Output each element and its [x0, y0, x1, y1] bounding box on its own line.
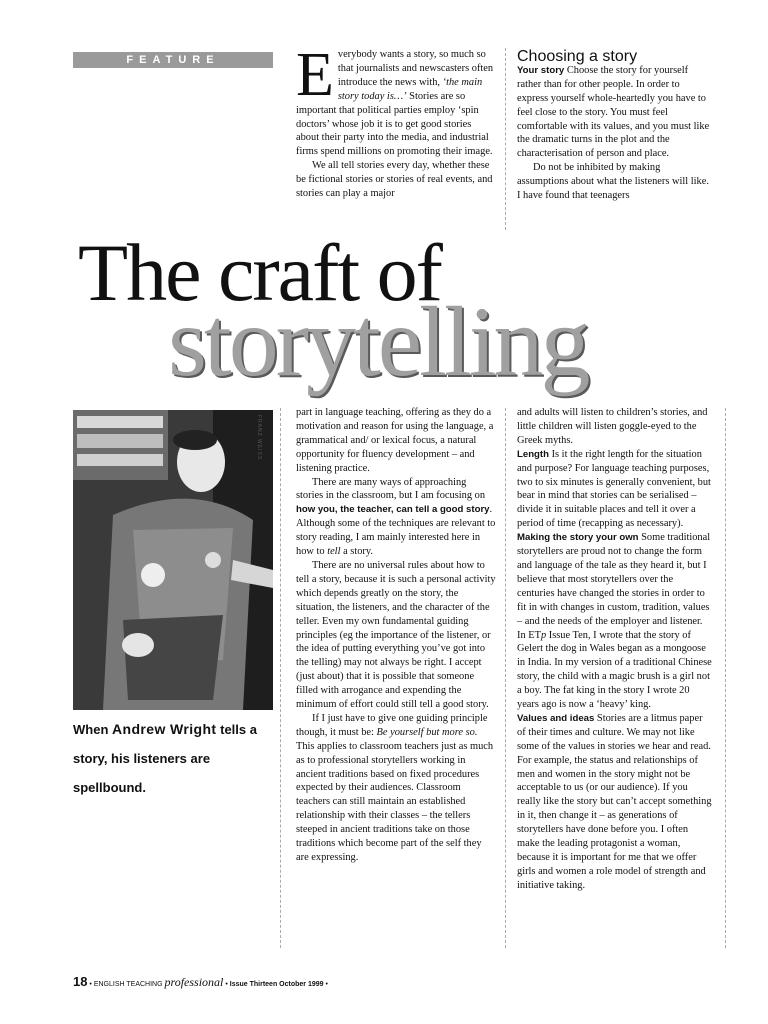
body-paragraph: There are many ways of approaching stories in the classroom, but I am focusing on how you, the teacher, can tell a good story. Although some of the techniques are relevant to story reading, I am mainly interested here in how to tell a story.	[296, 476, 496, 558]
feature-label: FEATURE	[73, 52, 273, 68]
body-paragraph: part in language teaching, offering as they do a motivation and reason for using the language, a grammatical and/ or lexical focus, a natural opportunity for fluency development – and listening practice.	[296, 407, 494, 474]
magazine-name-italic: professional	[164, 975, 224, 989]
magazine-name: ENGLISH TEACHING	[93, 981, 163, 988]
photo-credit: FRANZ WEISS	[256, 415, 262, 461]
own-paragraph: Making the story your own Some traditional storytellers are proud not to change the form and language of the tale as they heard it, but I believe that most storytellers over the centuries have changed the stories in order to fit in with changes in custom, tradition, values – and the needs of the employer and listener. In ETp Issue Ten, I wrote that the story of Gelert the dog in Wales began as a mongoose in India. In my version of a traditional Chinese story, the child with a magic brush is a girl not a boy. The fat king in the story I wrote 20 years ago is now a ‘heavy’ king.	[517, 532, 712, 711]
body-paragraph: and adults will listen to children’s stories, and little children will listen goggle-eyed to the Greek myths.	[517, 407, 708, 446]
choosing-paragraph-1: Your story Choose the story for yourself rather than for other people. In order to express yourself whole-heartedly you have to feel close to the story. You must feel comfortable with its values, and you must like the dramatic turns in the plot and the characterisation of person and place.	[517, 64, 710, 160]
issue-info: Issue Thirteen October 1999	[229, 981, 324, 988]
photo-illustration	[73, 410, 273, 710]
length-paragraph: Length Is it the right length for the situation and purpose? For language teaching purposes, two to six minutes is generally convenient, but bear in mind that stories can be serialised – divide it in suitable places and tell it over a period of time (recapping as necessary).	[517, 448, 711, 530]
drop-cap: E	[296, 41, 334, 109]
column-divider	[505, 48, 506, 230]
section-heading: Choosing a story	[517, 48, 638, 65]
page-footer: 18 • ENGLISH TEACHING professional • Issue Thirteen October 1999 •	[73, 974, 328, 989]
intro-paragraph-1: Everybody wants a story, so much so that journalists and newscasters often introduce the news with, ‘the main story today is…’ Stories are so important that political parties employ ‘spin doctors’ whose job it is to get good stories about their party into the media, and industrial firms spend millions on promoting their image.	[296, 41, 494, 158]
choosing-column	[517, 50, 713, 203]
author-name: Andrew Wright	[112, 721, 217, 737]
body-paragraph: If I just have to give one guiding principle though, it must be: Be yourself but more so. This applies to classroom teachers just as much as to professional storytellers working in ancient traditions based on fixed procedures expected by their audiences. Classroom teachers can still maintain an established relationship with their classes – the tellers steeped in ancient traditions take on those traditions which become part of the self they are expressing.	[296, 712, 494, 863]
choosing-paragraph-2: Do not be inhibited by making assumptions about what the listeners will like. I have found that teenagers	[517, 162, 709, 202]
column-divider	[725, 408, 726, 948]
intro-paragraph-2: We all tell stories every day, whether these be fictional stories or stories of real events, and stories can play a major	[296, 160, 493, 200]
main-column-right	[517, 406, 713, 893]
column-divider	[505, 408, 506, 948]
main-column-middle	[296, 406, 496, 865]
title-line-1: The craft of	[78, 227, 441, 318]
values-paragraph: Values and ideas Stories are a litmus paper of their times and culture. We may not like some of the values in stories we hear and read. For example, the status and relationships of men and women in the story might not be acceptable to us (or our audience). If you really like the story but can’t accept something in it, then change it – as generations of storytellers have done before you. I often make the leading protagonist a woman, because it is important for me that we offer girls and women a role model of strength and initiative taking.	[517, 712, 712, 891]
photo-caption: When Andrew Wright tells a story, his listeners are spellbound.	[73, 721, 257, 795]
page-number: 18	[73, 974, 88, 989]
storyteller-photo	[73, 410, 273, 710]
intro-column	[296, 41, 496, 201]
column-divider	[280, 408, 281, 948]
body-paragraph: There are no universal rules about how to tell a story, because it is such a personal activity which depends greatly on the story, the situation, the listeners, and the character of the teller. Even my own fundamental guiding principles (eg the importance of the listener, or the idea of putting everything you’ve got into the telling) may not always be right. I accept (just about) that it is possible that someone filled with arrogance and expending the minimum of effort could still tell a good story.	[296, 559, 496, 711]
title-line-2: storytelling	[168, 286, 588, 397]
